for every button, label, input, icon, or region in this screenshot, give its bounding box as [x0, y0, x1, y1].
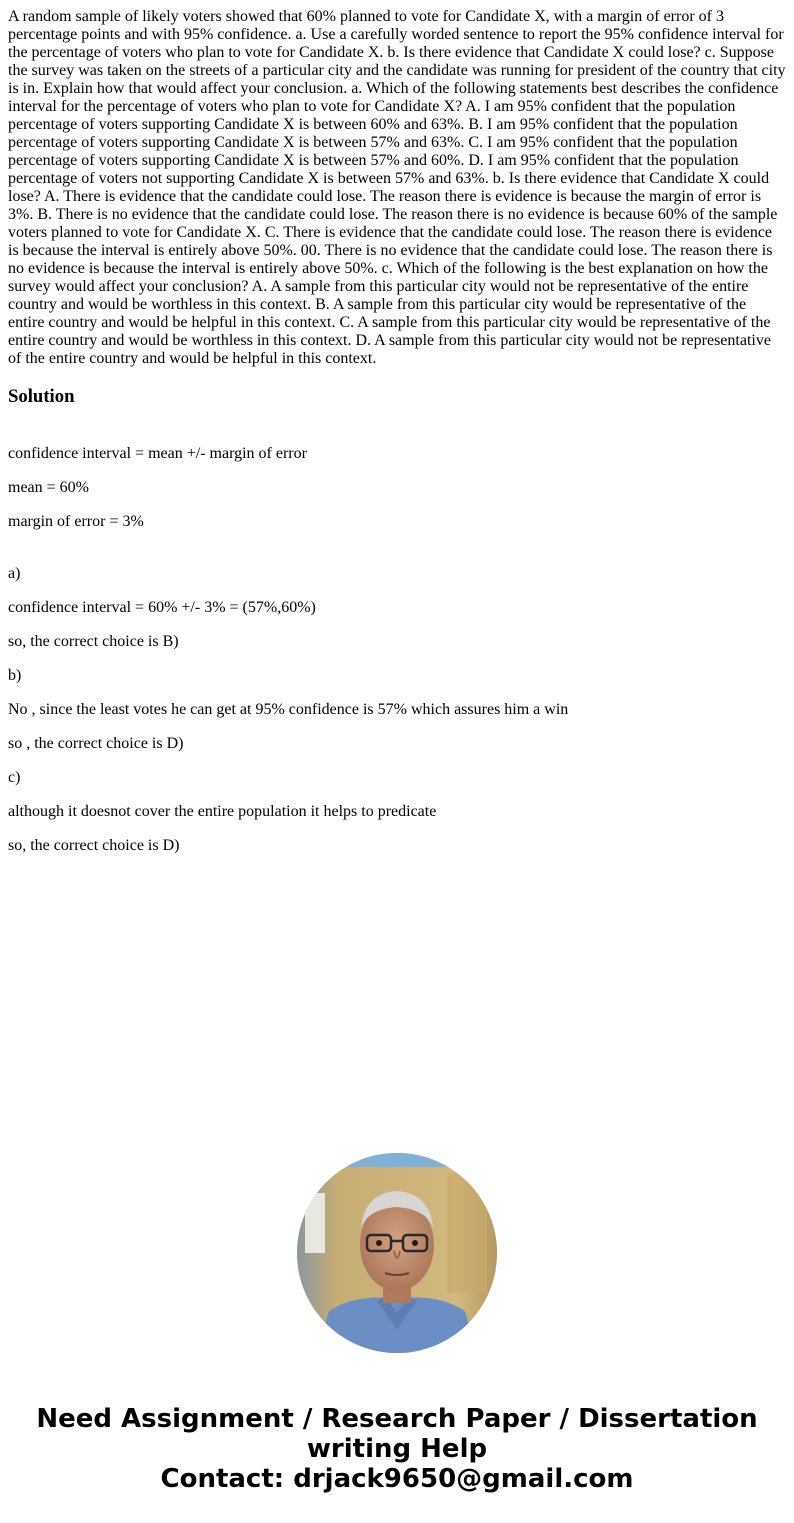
contact-footer	[0, 1404, 794, 1494]
solution-line: so, the correct choice is B)	[8, 633, 179, 650]
question-text: A random sample of likely voters showed that 60% planned to vote for Candidate X, with a margin of error of 3 percentage points and with 95% confidence. a. Use a carefully worded sentence to report the 95% confidence interval for the percentage of voters who plan to vote for Candidate X. b. Is there evidence that Candidate X could lose? c. Suppose the survey was taken on the streets of a particular city and the candidate was running for president of the country that city is in. Explain how that would affect your conclusion. a. Which of the following statements best describes the confidence interval for the percentage of voters who plan to vote for Candidate X? A. I am 95% confident that the population percentage of voters supporting Candidate X is between 60% and 63%. B. I am 95% confident that the population percentage of voters supporting Candidate X is between 57% and 63%. C. I am 95% confident that the population percentage of voters supporting Candidate X is between 57% and 60%. D. I am 95% confident that the population percentage of voters not supporting Candidate X is between 57% and 63%. b. Is there evidence that Candidate X could lose? A. There is evidence that the candidate could lose. The reason there is evidence is because the margin of error is 3%. B. There is no evidence that the candidate could lose. The reason there is no evidence is because 60% of the sample voters planned to vote for Candidate X. C. There is evidence that the candidate could lose. The reason there is evidence is because the interval is entirely above 50%. 00. There is no evidence that the candidate could lose. The reason there is no evidence is because the interval is entirely above 50%. c. Which of the following is the best explanation on how the survey would affect your conclusion? A. A sample from this particular city would not be representative of the entire country and would be worthless in this context. B. A sample from this particular city would be representative of the entire country and would be helpful in this context. C. A sample from this particular city would be representative of the entire country and would be worthless in this context. D. A sample from this particular city would not be representative of the entire country and would be helpful in this context.	[8, 8, 786, 367]
solution-line: c)	[8, 769, 21, 786]
solution-heading: Solution	[8, 386, 75, 407]
footer-promo-text: Need Assignment / Research Paper / Dissertation writing Help	[36, 1404, 758, 1464]
solution-line: b)	[8, 667, 22, 684]
solution-line: confidence interval = mean +/- margin of error	[8, 445, 307, 462]
solution-line: confidence interval = 60% +/- 3% = (57%,60%)	[8, 599, 316, 616]
author-portrait	[297, 1153, 497, 1353]
solution-line: No , since the least votes he can get at 95% confidence is 57% which assures him a win	[8, 701, 569, 718]
footer-contact-email[interactable]: Contact: drjack9650@gmail.com	[160, 1464, 634, 1494]
solution-line: although it doesnot cover the entire population it helps to predicate	[8, 803, 437, 820]
solution-line: a)	[8, 565, 21, 582]
solution-line: so, the correct choice is D)	[8, 837, 180, 854]
solution-line: mean = 60%	[8, 479, 89, 496]
solution-line: margin of error = 3%	[8, 513, 144, 530]
solution-line: so , the correct choice is D)	[8, 735, 184, 752]
author-avatar	[297, 1153, 497, 1353]
